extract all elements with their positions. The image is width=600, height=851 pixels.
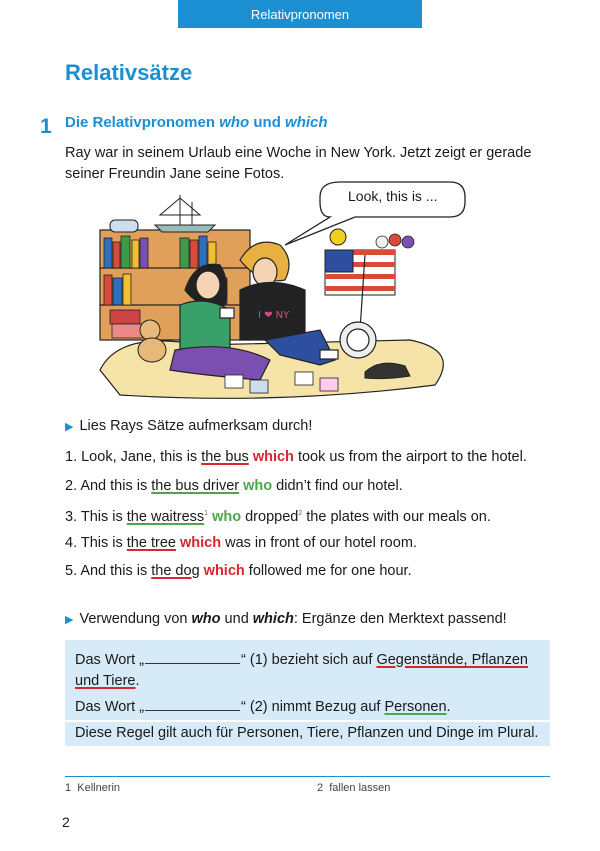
triangle-icon: ▶ [65,421,74,433]
sentence: 4. This is the tree which was in front of our hotel room. [65,534,417,551]
task-title: Die Relativpronomen who und which [65,114,328,131]
blank-1-input[interactable] [145,651,240,664]
footnote-ref: 2 [298,510,303,517]
footnote-1: 1 Kellnerin [65,782,121,794]
info-row-1: Das Wort „ “ (1) bezieht sich auf Gegenstände, Pflanzen [75,652,528,668]
chapter-header: Relativpronomen [178,0,422,28]
ship-model [155,195,215,232]
illustration [80,180,480,405]
footnote-ref: 1 [204,510,209,517]
footnote-2: 2 fallen lassen [317,782,391,794]
intro-text: Ray war in seinem Urlaub eine Woche in New York. Jetzt zeigt er gerade seiner Freundin Jane seine Fotos. [65,145,532,182]
sentence-list [65,447,565,590]
sentence: 2. And this is the bus driver who didn’t find our hotel. [65,477,403,494]
footer-divider [65,776,550,777]
sentence: 5. And this is the dog which followed me for one hour. [65,563,412,579]
bottle [110,220,138,232]
sun-decoration [330,229,346,245]
sentence: 1. Look, Jane, this is the bus which took us from the airport to the hotel. [65,449,527,465]
speech-bubble-text: Look, this is ... [348,188,438,204]
task-number: 1 [40,115,52,138]
info-row-2: Das Wort „ “ (2) nimmt Bezug auf Personen. [75,699,451,715]
blank-2-input[interactable] [145,698,240,711]
info-row-1b: und Tiere. [75,673,140,689]
info-rule: Diese Regel gilt auch für Personen, Tiere, Pflanzen und Dinge im Plural. [75,725,539,741]
flowers [376,234,414,248]
us-flag [325,250,395,295]
triangle-icon: ▶ [65,614,74,626]
instruction-2: ▶ Verwendung von who und which: Ergänze den Merktext passend! [65,611,507,627]
page-title: Relativsätze [65,60,193,85]
sentence: 3. This is the waitress$^1$ who dropped$^2$ the plates with our meals on. [65,508,491,525]
page-number: 2 [62,814,70,830]
info-box [65,640,550,746]
shirt-print: I ❤ NY [258,310,290,321]
instruction-1: ▶ Lies Rays Sätze aufmerksam durch! [65,418,313,434]
info-divider [65,720,550,722]
